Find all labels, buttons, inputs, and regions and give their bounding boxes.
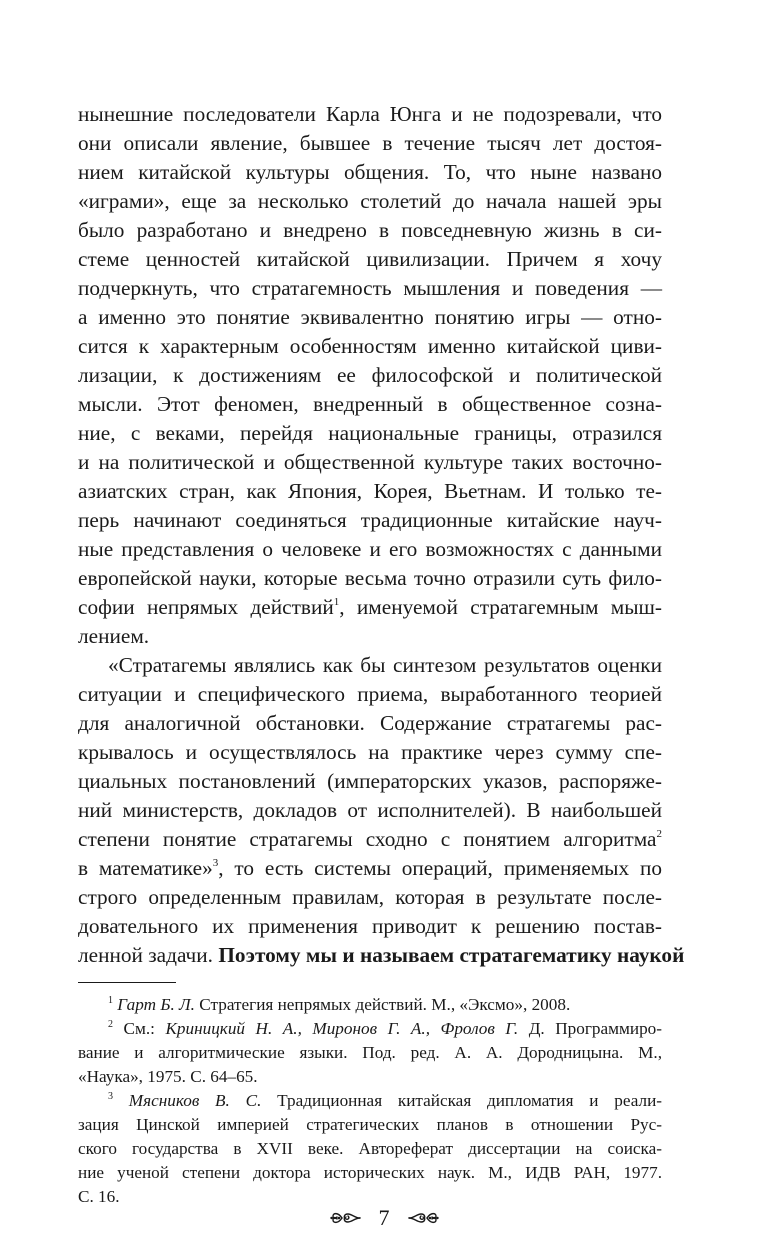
footnote-author: Гарт Б. Л. bbox=[117, 995, 195, 1014]
body-line: ситуации и специфического приема, выработанного теорией bbox=[78, 682, 662, 706]
body-line: азиатских стран, как Япония, Корея, Вьетнам. И только те- bbox=[78, 479, 662, 503]
footnote-text: Традиционная китайская дипломатия и реали- bbox=[261, 1091, 662, 1110]
page-folio bbox=[0, 1200, 768, 1236]
body-line: перь начинают соединяться традиционные китайские науч- bbox=[78, 508, 662, 532]
body-text: в математике» bbox=[78, 856, 213, 880]
body-line: стеме ценностей китайской цивилизации. Причем я хочу bbox=[78, 247, 662, 271]
body-line: нием китайской культуры общения. То, что ныне названо bbox=[78, 160, 662, 184]
body-line: циальных постановлений (императорских указов, распоряже- bbox=[78, 769, 662, 793]
body-line: для аналогичной обстановки. Содержание стратагемы рас- bbox=[78, 711, 662, 735]
footnote-ref: 1 bbox=[333, 596, 340, 608]
body-line: лением. bbox=[78, 624, 150, 648]
body-line: ные представления о человеке и его возможностях с данными bbox=[78, 537, 662, 561]
body-line bbox=[78, 825, 662, 853]
body-line: европейской науки, которые весьма точно отразили суть фило- bbox=[78, 566, 662, 590]
body-line bbox=[78, 593, 662, 621]
footnote-divider bbox=[78, 982, 176, 983]
footnote-line: «Наука», 1975. С. 64–65. bbox=[78, 1067, 258, 1086]
body-text: , то есть системы операций, применяемых по bbox=[218, 856, 662, 880]
footnote-text: См.: bbox=[113, 1019, 166, 1038]
footnote-line: С. 16. bbox=[78, 1187, 120, 1206]
footnote-ref: 2 bbox=[656, 828, 662, 840]
body-text: степени понятие стратагемы сходно с понятием алгоритма bbox=[78, 827, 657, 851]
page-number: 7 bbox=[378, 1205, 390, 1230]
body-line: нынешние последователи Карла Юнга и не подозревали, что bbox=[78, 102, 662, 126]
body-line: подчеркнуть, что стратагемность мышления и поведения — bbox=[78, 276, 662, 300]
body-line: было разработано и внедрено в повседневную жизнь в си- bbox=[78, 218, 662, 242]
body-line: «играми», еще за несколько столетий до начала нашей эры bbox=[78, 189, 662, 213]
footnote-author: Криницкий Н. А., Миронов Г. А., Фролов Г. bbox=[165, 1019, 519, 1038]
footnote-2 bbox=[108, 1017, 662, 1041]
body-line: а именно это понятие эквивалентно понятию игры — отно- bbox=[78, 305, 662, 329]
footnote-line: вание и алгоритмические языки. Под. ред. А. А. Дородницына. М., bbox=[78, 1043, 662, 1062]
body-line: лизации, к достижениям ее философской и политической bbox=[78, 363, 662, 387]
body-line: сится к характерным особенностям именно китайской циви- bbox=[78, 334, 662, 358]
ornament-icon bbox=[406, 1206, 440, 1230]
footnote-number: 1 bbox=[108, 995, 113, 1006]
body-text: ленной задачи. bbox=[78, 943, 219, 967]
body-line: довательного их применения приводит к решению постав- bbox=[78, 914, 662, 938]
footnote-text: Д. Программиро- bbox=[518, 1019, 662, 1038]
footnote-author: Мясников В. С. bbox=[128, 1091, 262, 1110]
body-line: «Стратагемы являлись как бы синтезом результатов оценки bbox=[108, 653, 662, 677]
footnote-text: Стратегия непрямых действий. М., «Эксмо», 2008. bbox=[194, 995, 571, 1014]
footnote-number: 3 bbox=[108, 1091, 113, 1102]
body-text: софии непрямых действий bbox=[78, 595, 334, 619]
body-line: ние, с веками, перейдя национальные границы, отразился bbox=[78, 421, 662, 445]
body-line: они описали явление, бывшее в течение тысяч лет достоя- bbox=[78, 131, 662, 155]
footnote-1 bbox=[108, 993, 662, 1017]
body-line: ний министерств, докладов от исполнителей). В наибольшей bbox=[78, 798, 662, 822]
footnote-line: ского государства в XVII веке. Автореферат диссертации на соиска- bbox=[78, 1139, 662, 1158]
footnote-line: зация Цинской империей стратегических планов в отношении Рус- bbox=[78, 1115, 662, 1134]
emphasis-text: Поэтому мы и называем стратагематику наукой bbox=[218, 943, 685, 967]
body-line bbox=[78, 854, 662, 882]
body-text: , именуемой стратагемным мыш- bbox=[339, 595, 663, 619]
body-line: мысли. Этот феномен, внедренный в общественное созна- bbox=[78, 392, 662, 416]
body-line: строго определенным правилам, которая в результате после- bbox=[78, 885, 662, 909]
footnote-3 bbox=[108, 1089, 662, 1113]
body-line: крывалось и осуществлялось на практике через сумму спе- bbox=[78, 740, 662, 764]
body-line bbox=[78, 941, 685, 969]
body-line: и на политической и общественной культуре таких восточно- bbox=[78, 450, 662, 474]
footnote-number: 2 bbox=[108, 1019, 113, 1030]
ornament-icon bbox=[329, 1206, 363, 1230]
footnote-line: ние ученой степени доктора исторических наук. М., ИДВ РАН, 1977. bbox=[78, 1163, 662, 1182]
footnote-ref: 3 bbox=[212, 857, 219, 869]
